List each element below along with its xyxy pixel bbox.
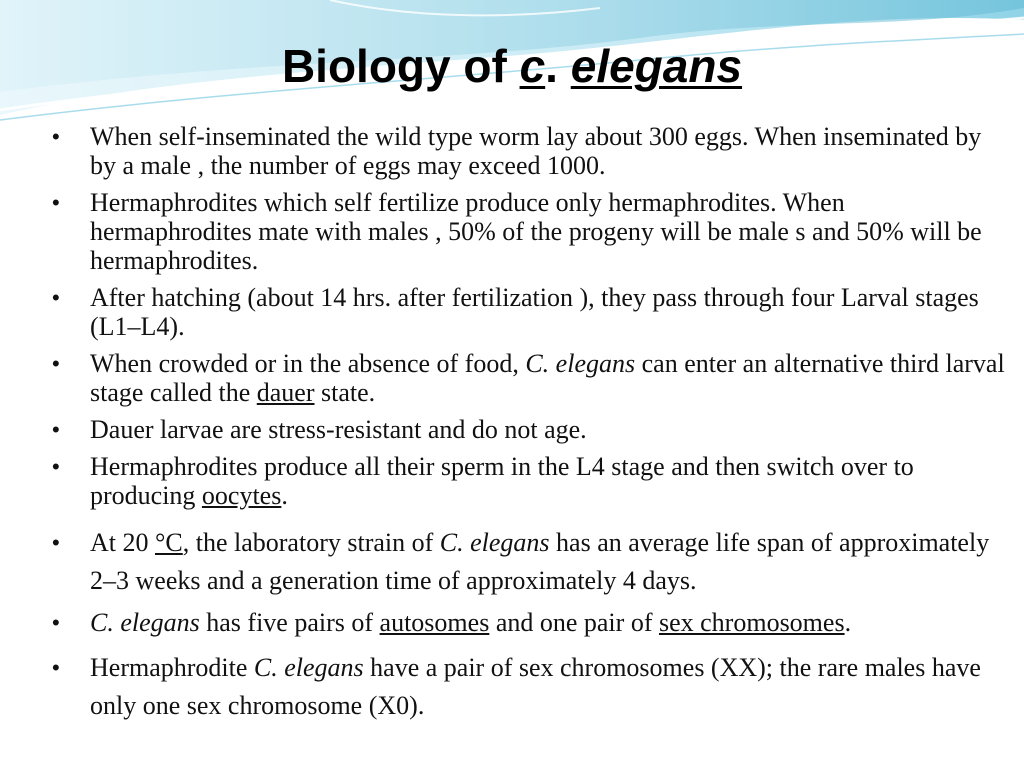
bullet-text: has an average life span of approximately 2–3 weeks and a generation time of approximately 4 days. bbox=[90, 528, 990, 595]
bullet-text: Hermaphrodites produce all their sperm in the L4 stage and then switch over to producing bbox=[90, 452, 914, 510]
oocytes-link[interactable]: oocytes bbox=[201, 481, 282, 510]
bullet-list bbox=[50, 122, 1010, 725]
bullet-item-life-span bbox=[50, 524, 1010, 600]
dauer-link[interactable]: dauer bbox=[256, 378, 315, 407]
bullet-item-sperm bbox=[50, 452, 1010, 510]
title-dot: . bbox=[545, 40, 571, 92]
bullet-text: . bbox=[281, 481, 288, 510]
species-name: C. elegans bbox=[253, 653, 364, 682]
bullet-item-chromosome-pairs bbox=[50, 608, 1010, 637]
title-species-name: elegans bbox=[570, 40, 743, 92]
bullet-item-larval-stages bbox=[50, 283, 1010, 341]
bullet-text: Hermaphrodite bbox=[90, 653, 254, 682]
bullet-text: , the laboratory strain of bbox=[182, 528, 440, 557]
bullet-icon: • bbox=[52, 124, 60, 149]
celsius-link[interactable]: °C bbox=[155, 528, 183, 557]
bullet-icon: • bbox=[52, 351, 60, 376]
bullet-text: can enter an alternative third larval stage called the bbox=[90, 349, 1005, 407]
species-name: C. elegans bbox=[90, 608, 200, 637]
bullet-text: Hermaphrodites which self fertilize produce only hermaphrodites. When hermaphrodites mate with males , 50% of the progeny will be male s and 50% will be hermaphrodites. bbox=[90, 188, 982, 275]
bullet-text: At 20 bbox=[90, 528, 155, 557]
bullet-icon: • bbox=[52, 655, 60, 680]
bullet-item-dauer-larvae bbox=[50, 415, 1010, 444]
bullet-icon: • bbox=[52, 285, 60, 310]
bullet-icon: • bbox=[52, 610, 60, 635]
bullet-text: Dauer larvae are stress-resistant and do not age. bbox=[90, 415, 587, 444]
bullet-item-dauer bbox=[50, 349, 1010, 407]
bullet-text: has five pairs of bbox=[199, 608, 380, 637]
autosomes-link[interactable]: autosomes bbox=[379, 608, 490, 637]
bullet-item-eggs bbox=[50, 122, 1010, 180]
species-name: C. elegans bbox=[439, 528, 550, 557]
bullet-text: and one pair of bbox=[489, 608, 659, 637]
bullet-item-sex-chromosomes bbox=[50, 649, 1010, 725]
bullet-icon: • bbox=[52, 190, 60, 215]
bullet-text: After hatching (about 14 hrs. after fertilization ), they pass through four Larval stages (L1–L4). bbox=[90, 283, 979, 341]
title-prefix: Biology of bbox=[281, 40, 520, 92]
species-name: C. elegans bbox=[525, 349, 636, 378]
bullet-item-hermaphrodites bbox=[50, 188, 1010, 275]
bullet-text: . bbox=[844, 608, 852, 637]
bullet-text: state. bbox=[314, 378, 376, 407]
title-species-c: c bbox=[519, 40, 546, 92]
bullet-text: When crowded or in the absence of food, bbox=[90, 349, 526, 378]
slide-title bbox=[0, 38, 1024, 94]
bullet-icon: • bbox=[52, 530, 60, 555]
sex-chromosomes-link[interactable]: sex chromosomes bbox=[658, 608, 845, 637]
bullet-text: have a pair of sex chromosomes (XX); the rare males have only one sex chromosome (X0). bbox=[90, 653, 981, 720]
bullet-text: When self-inseminated the wild type worm lay about 300 eggs. When inseminated by by a male , the number of eggs may exceed 1000. bbox=[90, 122, 982, 180]
bullet-icon: • bbox=[52, 417, 60, 442]
bullet-icon: • bbox=[52, 454, 60, 479]
